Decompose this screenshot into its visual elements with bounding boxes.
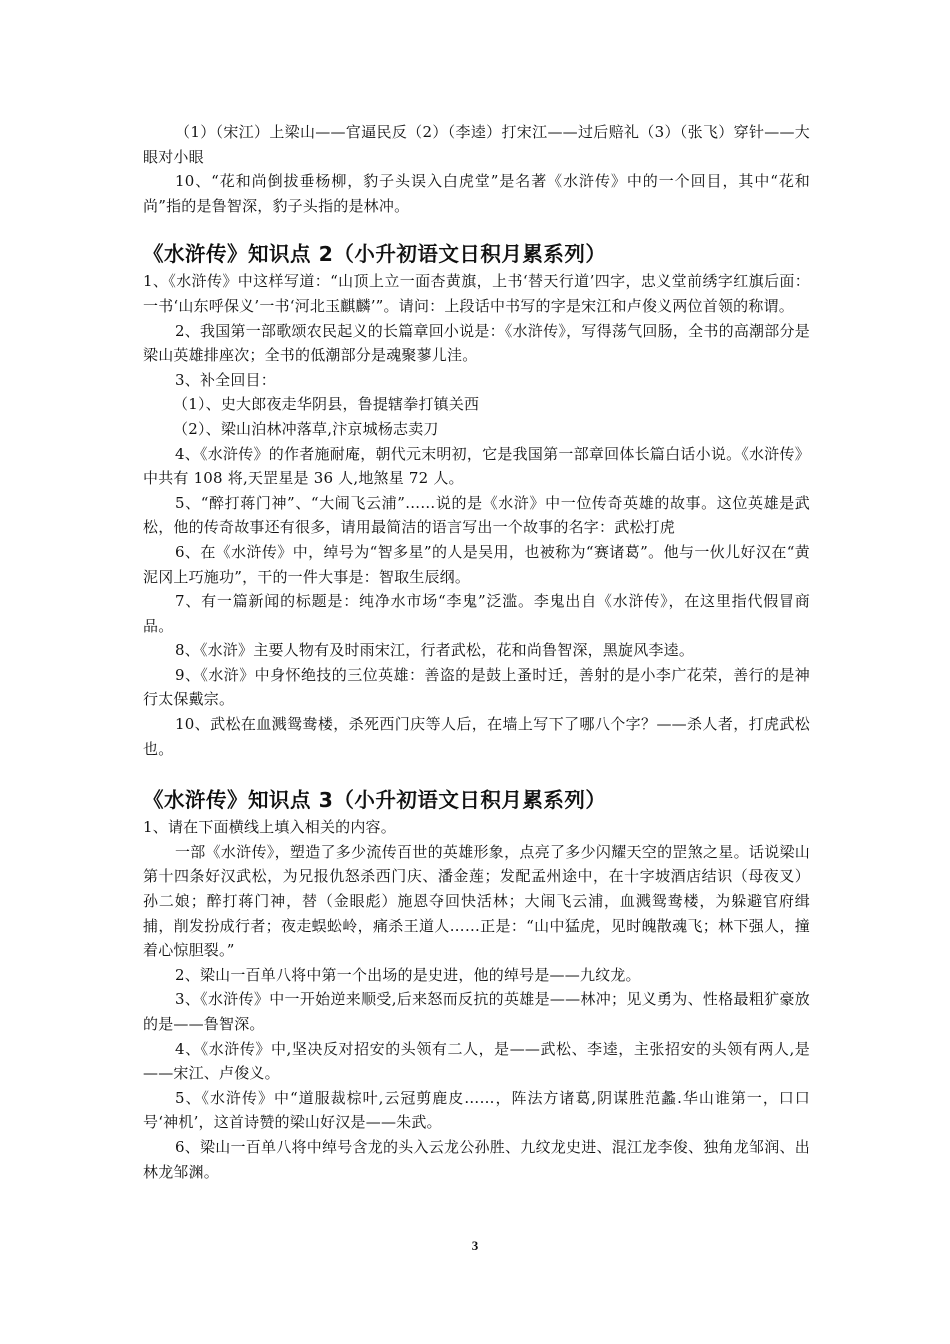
section-2-item-3-sub-2: （2）、梁山泊林冲落草,汴京城杨志卖刀 (173, 419, 439, 438)
section-3-item-3: 3、《水浒传》中一开始逆来顺受,后来怒而反抗的英雄是——林冲；见义勇为、性格最粗犷豪放的是——鲁智深。 (143, 990, 810, 1033)
page-number: 3 (471, 1238, 479, 1253)
section-3-item-4: 4、《水浒传》中,坚决反对招安的头领有二人，是——武松、李逵，主张招安的头领有两人,是——宋江、卢俊义。 (143, 1039, 810, 1083)
section-2-item-9: 9、《水浒》中身怀绝技的三位英雄：善盗的是鼓上蚤时迁，善射的是小李广花荣，善行的是神行太保戴宗。 (143, 665, 810, 709)
section-2-item-2: 2、我国第一部歌颂农民起义的长篇章回小说是：《水浒传》，写得荡气回肠，全书的高潮部分是梁山英雄排座次；全书的低潮部分是魂聚蓼儿洼。 (143, 321, 810, 365)
section-3-title: 《水浒传》知识点 3（小升初语文日积月累系列） (143, 788, 607, 813)
section-2-item-1: 1、《水浒传》中这样写道：“山顶上立一面杏黄旗，上书‘替天行道’四字，忠义堂前绣字红旗后面：一书‘山东呼保义’一书‘河北玉麒麟’”。请问：上段话中书写的字是宋江和卢俊义两位首领的称谓。 (143, 272, 810, 315)
section-2-item-5: 5、“醉打蒋门神”、“大闹飞云浦”……说的是《水浒》中一位传奇英雄的故事。这位英雄是武松，他的传奇故事还有很多，请用最简洁的语言写出一个故事的名字：武松打虎 (143, 493, 810, 537)
paragraph-top-2: 10、“花和尚倒拔垂杨柳，豹子头误入白虎堂”是名著《水浒传》中的一个回目，其中“花和尚”指的是鲁智深，豹子头指的是林冲。 (143, 172, 810, 215)
section-2-item-6: 6、在《水浒传》中，绰号为“智多星”的人是吴用，也被称为“赛诸葛”。他与一伙儿好汉在“黄泥冈上巧施功”，干的一件大事是：智取生辰纲。 (143, 542, 810, 586)
section-2-item-7: 7、有一篇新闻的标题是：纯净水市场“李鬼”泛滥。李鬼出自《水浒传》，在这里指代假冒商品。 (143, 592, 810, 635)
document-page (143, 120, 810, 1184)
section-3-item-5: 5、《水浒传》中“道服裁棕叶,云冠剪鹿皮……，阵法方诸葛,阴谋胜范蠡.华山谁第一，口口号‘神机’，这首诗赞的梁山好汉是——朱武。 (143, 1088, 810, 1132)
section-2-item-4: 4、《水浒传》的作者施耐庵，朝代元末明初，它是我国第一部章回体长篇白话小说。《水浒传》中共有 108 将,天罡星是 36 人,地煞星 72 人。 (143, 444, 810, 488)
section-2-item-3: 3、补全回目： (175, 370, 276, 389)
section-3-item-2: 2、梁山一百单八将中第一个出场的是史进，他的绰号是——九纹龙。 (175, 965, 641, 984)
section-3-passage: 一部《水浒传》，塑造了多少流传百世的英雄形象，点亮了多少闪耀天空的罡煞之星。话说梁山第十四条好汉武松，为兄报仇怒杀西门庆、潘金莲；发配孟州途中，在十字坡酒店结识（母夜叉）孙二娘；醉打蒋门神，替（金眼彪）施恩夺回快活林；大闹飞云浦，血溅鸳鸯楼，为躲避官府缉捕，削发扮成行者；夜走蜈蚣岭，痛杀王道人……正是：“山中猛虎，见时魄散魂飞；林下强人，撞着心惊胆裂。” (143, 842, 810, 960)
section-3-item-6: 6、梁山一百单八将中绰号含龙的头入云龙公孙胜、九纹龙史进、混江龙李俊、独角龙邹润、出林龙邹渊。 (143, 1137, 810, 1181)
section-3-item-1: 1、请在下面横线上填入相关的内容。 (143, 818, 396, 837)
section-2-item-8: 8、《水浒》主要人物有及时雨宋江，行者武松，花和尚鲁智深，黑旋风李逵。 (175, 641, 695, 660)
section-2-item-10: 10、武松在血溅鸳鸯楼，杀死西门庆等人后，在墙上写下了哪八个字？——杀人者，打虎武松也。 (143, 715, 810, 758)
section-2-item-3-sub-1: （1）、史大郎夜走华阴县，鲁提辖拳打镇关西 (173, 395, 480, 414)
section-2-title: 《水浒传》知识点 2（小升初语文日积月累系列） (143, 242, 607, 267)
paragraph-top-1: （1）（宋江）上梁山——官逼民反（2）（李逵）打宋江——过后赔礼（3）（张飞）穿针——大眼对小眼 (143, 123, 810, 166)
